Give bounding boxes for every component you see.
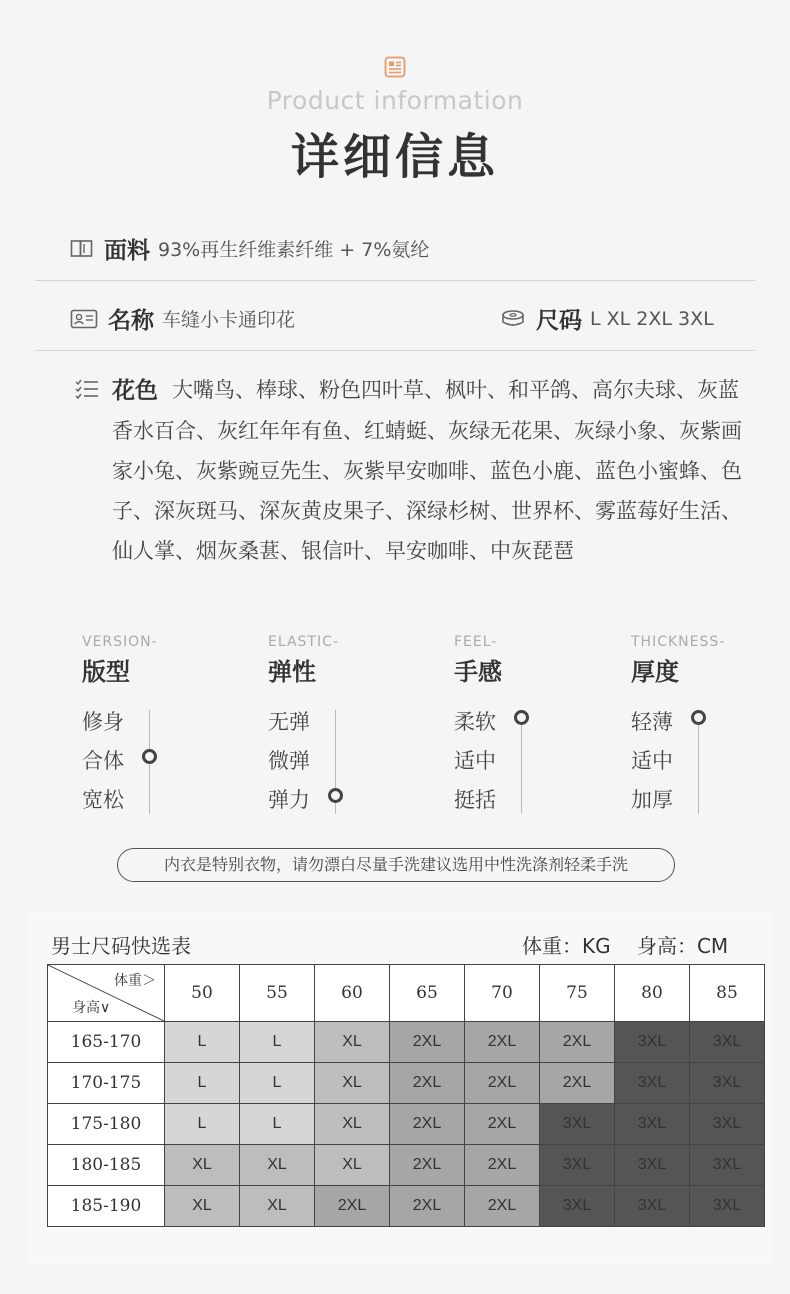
size-cell: XL <box>165 1186 240 1227</box>
size-cell: 3XL <box>615 1022 690 1063</box>
table-row <box>48 1022 765 1063</box>
weight-header: 60 <box>315 965 390 1022</box>
size-table-units: 体重：KG 身高：CM <box>522 934 729 958</box>
size-value: L XL 2XL 3XL <box>590 307 714 330</box>
size-cell: XL <box>315 1063 390 1104</box>
name-row <box>70 302 295 335</box>
option: 挺括 <box>454 788 496 812</box>
size-cell: 2XL <box>465 1022 540 1063</box>
option: 弹力 <box>268 788 310 812</box>
size-cell: 2XL <box>465 1104 540 1145</box>
id-card-icon <box>70 309 98 329</box>
colors-label: 花色 <box>112 378 158 404</box>
height-header: 185-190 <box>48 1186 165 1227</box>
option: 宽松 <box>82 788 124 812</box>
selected-marker <box>328 788 343 803</box>
size-cell: 3XL <box>540 1186 615 1227</box>
name-value: 车缝小卡通印花 <box>162 309 296 331</box>
option: 加厚 <box>631 788 673 812</box>
weight-header: 65 <box>390 965 465 1022</box>
property-title: 手感 <box>454 658 502 686</box>
divider <box>35 350 755 351</box>
size-cell: 3XL <box>615 1104 690 1145</box>
size-cell: 3XL <box>615 1186 690 1227</box>
size-cell: XL <box>315 1104 390 1145</box>
size-row <box>500 302 714 335</box>
fabric-value: 93%再生纤维素纤维 + 7%氨纶 <box>158 239 430 261</box>
size-cell: L <box>240 1104 315 1145</box>
property-thickness <box>631 634 790 812</box>
colors-block <box>112 370 752 571</box>
option: 轻薄 <box>631 710 673 734</box>
table-row <box>48 1104 765 1145</box>
size-cell: 2XL <box>465 1145 540 1186</box>
size-label: 尺码 <box>536 308 582 334</box>
book-icon <box>70 239 94 259</box>
weight-header: 85 <box>690 965 765 1022</box>
height-header: 175-180 <box>48 1104 165 1145</box>
selected-marker <box>691 710 706 725</box>
checklist-icon <box>74 378 100 400</box>
header-subtitle: Product information <box>266 86 524 115</box>
property-en: VERSION- <box>82 634 158 650</box>
divider <box>35 280 755 281</box>
fabric-row <box>70 232 429 265</box>
table-corner-cell <box>48 965 165 1022</box>
option: 合体 <box>82 749 124 773</box>
option: 修身 <box>82 710 124 734</box>
table-row <box>48 1063 765 1104</box>
fabric-label: 面料 <box>104 238 150 264</box>
size-cell: XL <box>240 1145 315 1186</box>
size-table-title: 男士尺码快选表 <box>51 934 191 958</box>
property-title: 厚度 <box>631 658 679 686</box>
size-cell: 2XL <box>465 1186 540 1227</box>
size-cell: 3XL <box>615 1145 690 1186</box>
option: 柔软 <box>454 710 496 734</box>
selected-marker <box>514 710 529 725</box>
height-axis-label: 身高∨ <box>72 1000 111 1016</box>
height-header: 165-170 <box>48 1022 165 1063</box>
size-cell: 3XL <box>690 1145 765 1186</box>
size-cell: 3XL <box>540 1104 615 1145</box>
property-feel <box>454 634 614 812</box>
list-card-icon <box>384 56 406 78</box>
size-cell: 2XL <box>540 1022 615 1063</box>
property-elastic <box>268 634 428 812</box>
size-cell: 2XL <box>390 1186 465 1227</box>
size-cell: 2XL <box>390 1104 465 1145</box>
size-cell: L <box>165 1063 240 1104</box>
table-row <box>48 1145 765 1186</box>
size-cell: 2XL <box>465 1063 540 1104</box>
option: 适中 <box>631 749 673 773</box>
weight-axis-label: 体重＞ <box>114 973 156 989</box>
page-title: 详细信息 <box>290 129 499 185</box>
property-en: ELASTIC- <box>268 634 339 650</box>
size-cell: 3XL <box>690 1022 765 1063</box>
option: 微弹 <box>268 749 310 773</box>
size-cell: XL <box>240 1186 315 1227</box>
option: 适中 <box>454 749 496 773</box>
size-cell: 3XL <box>690 1104 765 1145</box>
size-cell: L <box>240 1063 315 1104</box>
property-title: 版型 <box>82 658 130 686</box>
size-cell: L <box>165 1022 240 1063</box>
size-cell: 3XL <box>540 1145 615 1186</box>
weight-header: 80 <box>615 965 690 1022</box>
height-header: 170-175 <box>48 1063 165 1104</box>
weight-header: 70 <box>465 965 540 1022</box>
scale-line <box>698 710 699 814</box>
selected-marker <box>142 749 157 764</box>
height-header: 180-185 <box>48 1145 165 1186</box>
colors-value: 大嘴鸟、棒球、粉色四叶草、枫叶、和平鸽、高尔夫球、灰蓝香水百合、灰红年年有鱼、红蜻蜓、灰绿无花果、灰绿小象、灰紫画家小兔、灰紫豌豆先生、灰紫早安咖啡、蓝色小鹿、蓝色小蜜蜂、色子、深灰斑马、深灰黄皮果子、深绿杉树、世界杯、雾蓝莓好生活、仙人掌、烟灰桑葚、银信叶、早安咖啡、中灰琵琶 <box>112 378 742 563</box>
property-title: 弹性 <box>268 658 316 686</box>
size-cell: 3XL <box>615 1063 690 1104</box>
tape-measure-icon <box>500 308 526 330</box>
name-label: 名称 <box>108 308 154 334</box>
size-cell: 2XL <box>390 1145 465 1186</box>
property-version <box>82 634 242 812</box>
weight-header: 75 <box>540 965 615 1022</box>
size-cell: 2XL <box>390 1063 465 1104</box>
size-table <box>47 964 765 1227</box>
size-cell: L <box>240 1022 315 1063</box>
scale-line <box>521 710 522 814</box>
size-cell: XL <box>315 1145 390 1186</box>
weight-header: 55 <box>240 965 315 1022</box>
table-row <box>48 1186 765 1227</box>
weight-header: 50 <box>165 965 240 1022</box>
property-en: FEEL- <box>454 634 498 650</box>
size-cell: XL <box>165 1145 240 1186</box>
size-cell: 3XL <box>690 1186 765 1227</box>
option: 无弹 <box>268 710 310 734</box>
care-notice: 内衣是特别衣物，请勿漂白尽量手洗建议选用中性洗涤剂轻柔手洗 <box>117 848 675 882</box>
size-cell: 2XL <box>540 1063 615 1104</box>
property-en: THICKNESS- <box>631 634 726 650</box>
table-header-row <box>48 965 765 1022</box>
size-cell: 2XL <box>390 1022 465 1063</box>
size-cell: XL <box>315 1022 390 1063</box>
size-cell: 3XL <box>690 1063 765 1104</box>
size-cell: L <box>165 1104 240 1145</box>
size-cell: 2XL <box>315 1186 390 1227</box>
